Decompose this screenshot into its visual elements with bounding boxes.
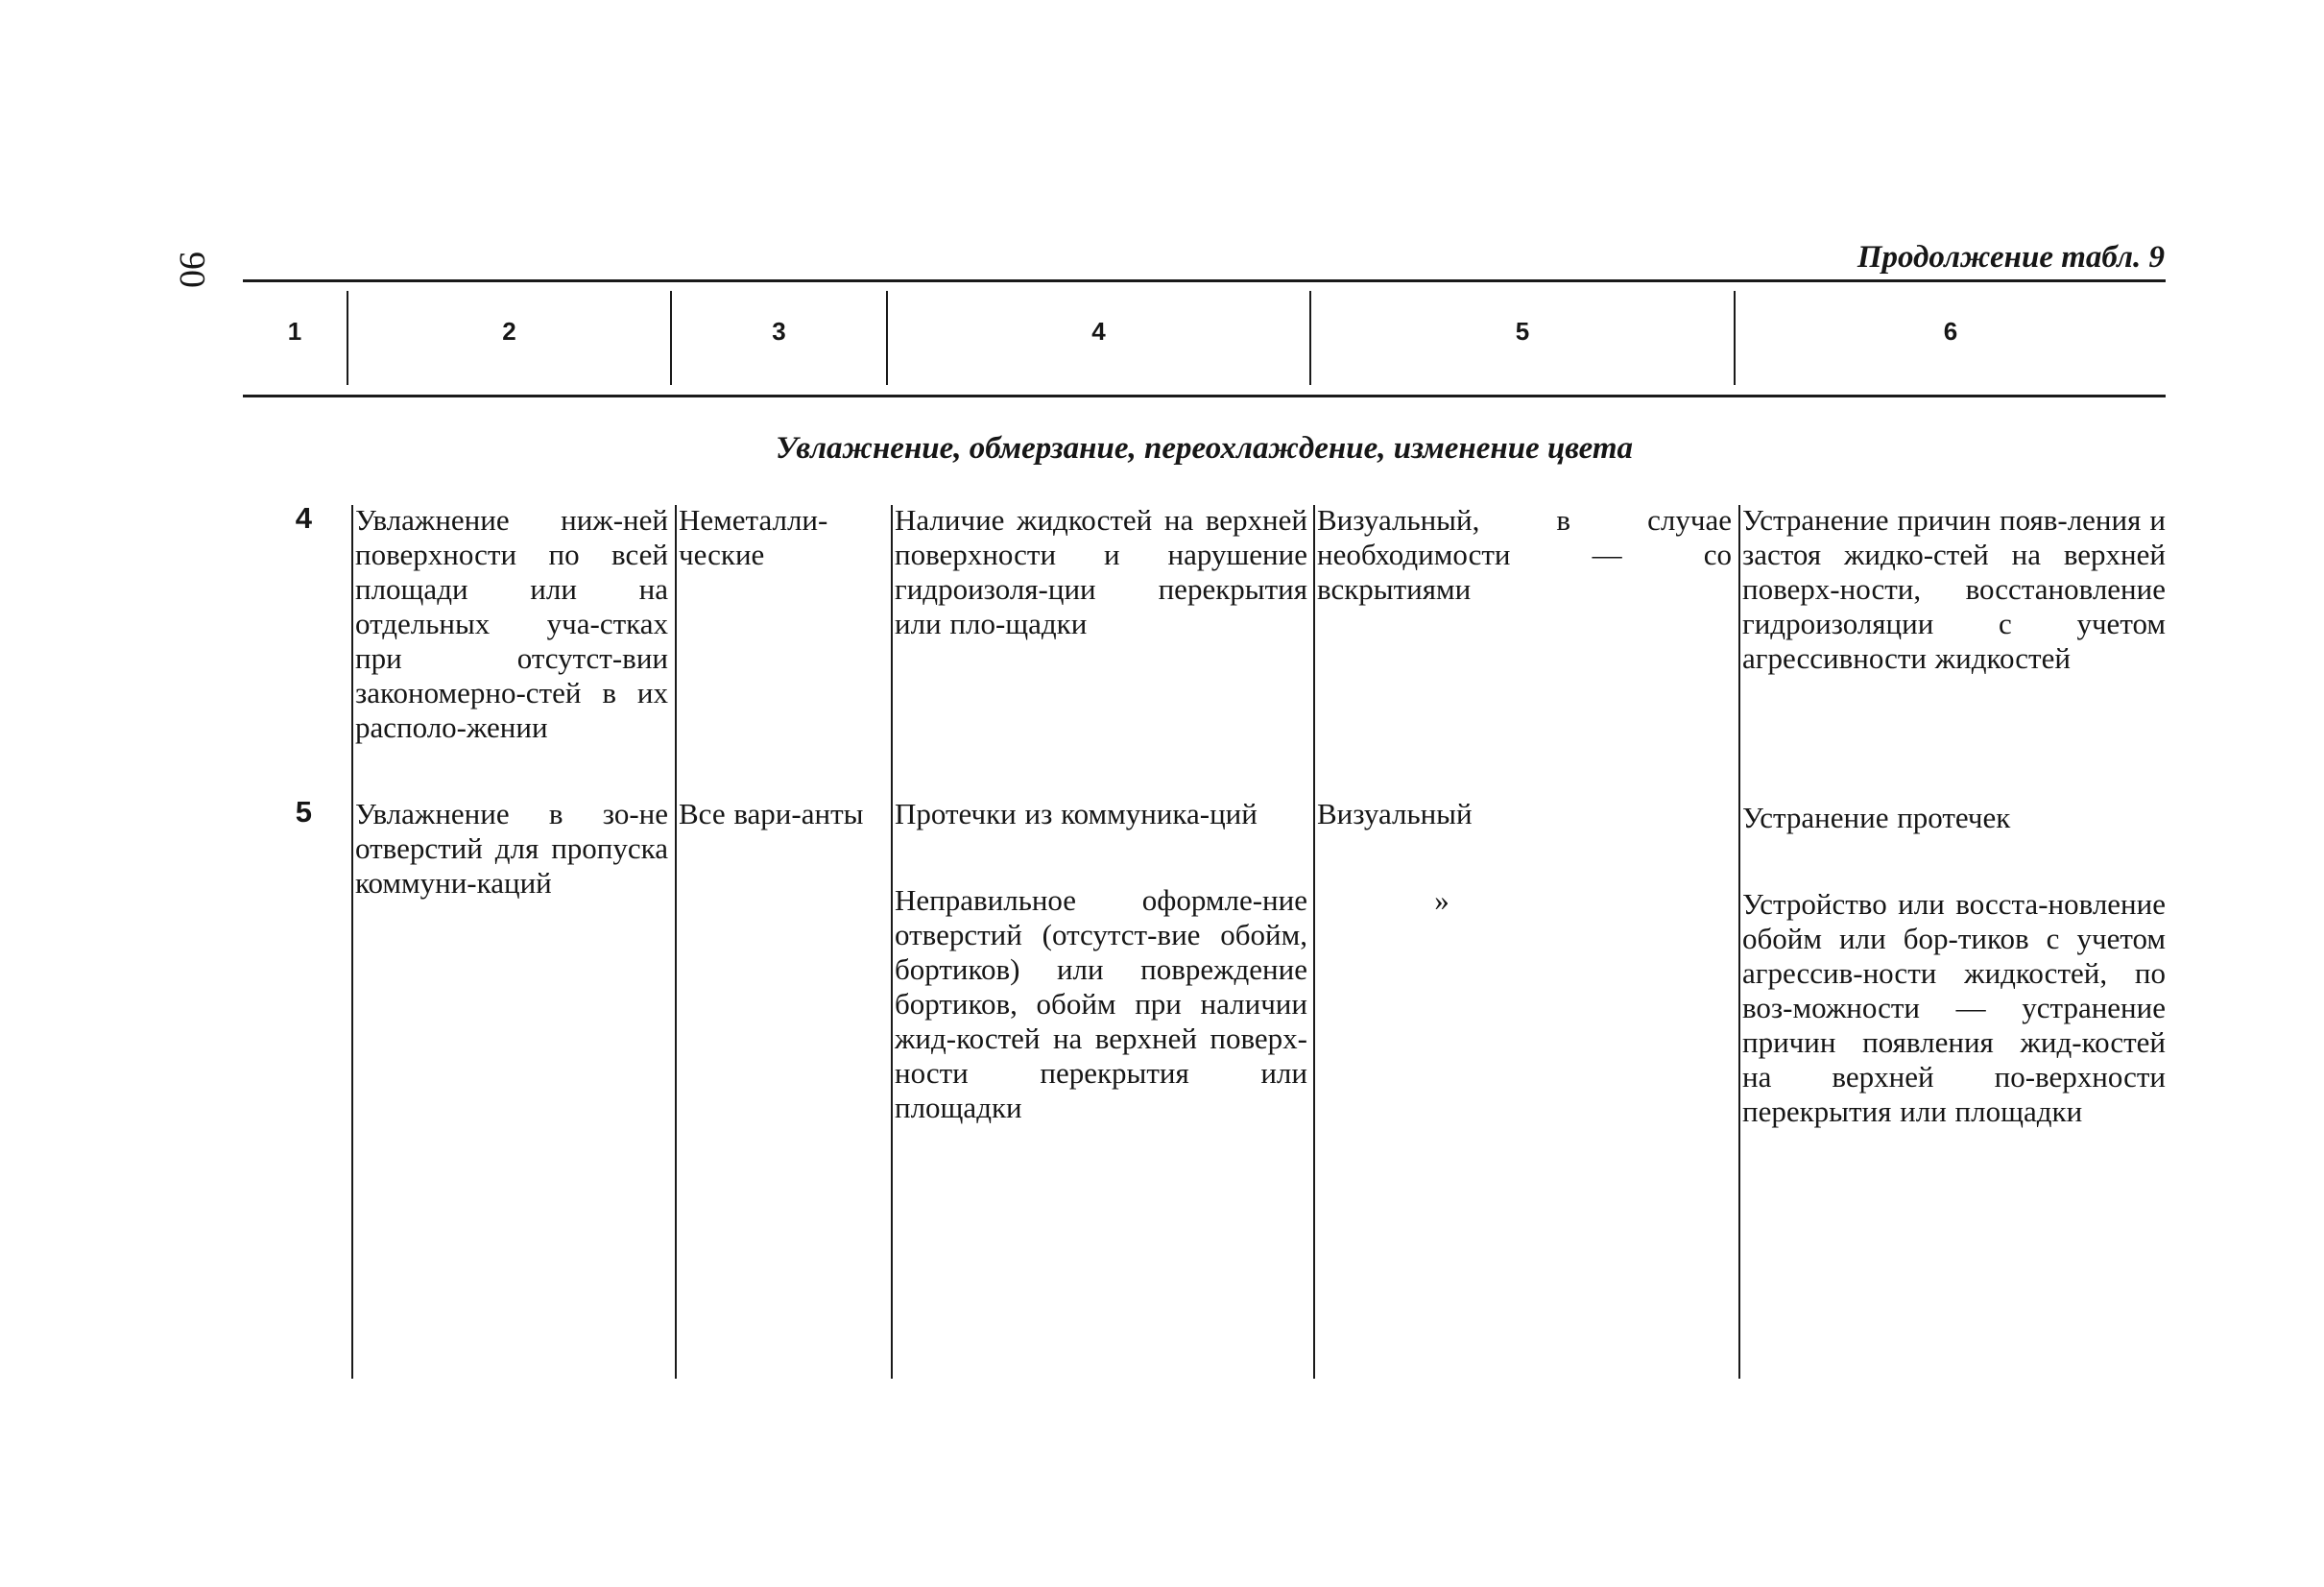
row-defect-cell: Увлажнение в зо-не отверстий для пропуска коммуни-каций bbox=[355, 797, 668, 900]
table-row-number: 5 bbox=[295, 795, 312, 829]
row-cause-cell: Протечки из коммуника-ций bbox=[895, 797, 1258, 830]
row-material-cell: Все вари-анты bbox=[679, 797, 864, 830]
column-number-4: 4 bbox=[1091, 317, 1106, 346]
row-remedy-cell: Устройство или восста-новление обойм или бор-тиков с учетом агрессив-ности жидкостей, по воз-можности — устранение причин появления жид-костей на верхней по-верхности перекрытия или площадки bbox=[1742, 887, 2166, 1128]
row-cause-cell: Наличие жидкостей на верхней поверхности и нарушение гидроизоля-ции перекрытия или пло-щадки bbox=[895, 503, 1307, 640]
body-col-divider bbox=[1313, 505, 1315, 1379]
body-col-divider bbox=[675, 505, 677, 1379]
row-material-cell: Неметалли-ческие bbox=[679, 503, 828, 571]
column-number-3: 3 bbox=[772, 317, 786, 346]
row-cause-cell: Неправильное оформле-ние отверстий (отсутст-вие обойм, бортиков) или повреждение бортиков, обойм при наличии жид-костей на верхней поверх-ности перекрытия или площадки bbox=[895, 883, 1307, 1124]
body-col-divider bbox=[351, 505, 353, 1379]
column-number-1: 1 bbox=[287, 317, 302, 346]
table-row-number: 4 bbox=[295, 501, 312, 535]
table-continuation-caption: Продолжение табл. 9 bbox=[1857, 240, 2165, 275]
row-method-cell: Визуальный, в случае необходимости — со вскрытиями bbox=[1317, 503, 1732, 606]
section-title: Увлажнение, обмерзание, переохлаждение, изменение цвета bbox=[775, 431, 1634, 466]
row-remedy-cell: Устранение протечек bbox=[1742, 801, 2011, 834]
header-bottom-rule bbox=[243, 395, 2166, 397]
header-top-rule bbox=[243, 279, 2166, 282]
page-number: 90 bbox=[172, 252, 212, 288]
column-number-6: 6 bbox=[1943, 317, 1958, 346]
row-defect-cell: Увлажнение ниж-ней поверхности по всей площади или на отдельных уча-стках при отсутст-вии закономерно-стей в их располо-жении bbox=[355, 503, 668, 744]
row-remedy-cell: Устранение причин появ-ления и застоя жидко-стей на верхней поверх-ности, восстановление гидроизоляции с учетом агрессивности жидкостей bbox=[1742, 503, 2166, 675]
column-number-5: 5 bbox=[1515, 317, 1530, 346]
row-method-ditto-mark: » bbox=[1434, 883, 1450, 917]
body-col-divider bbox=[891, 505, 893, 1379]
column-number-2: 2 bbox=[502, 317, 516, 346]
row-method-cell: Визуальный bbox=[1317, 797, 1473, 830]
body-col-divider bbox=[1738, 505, 1740, 1379]
